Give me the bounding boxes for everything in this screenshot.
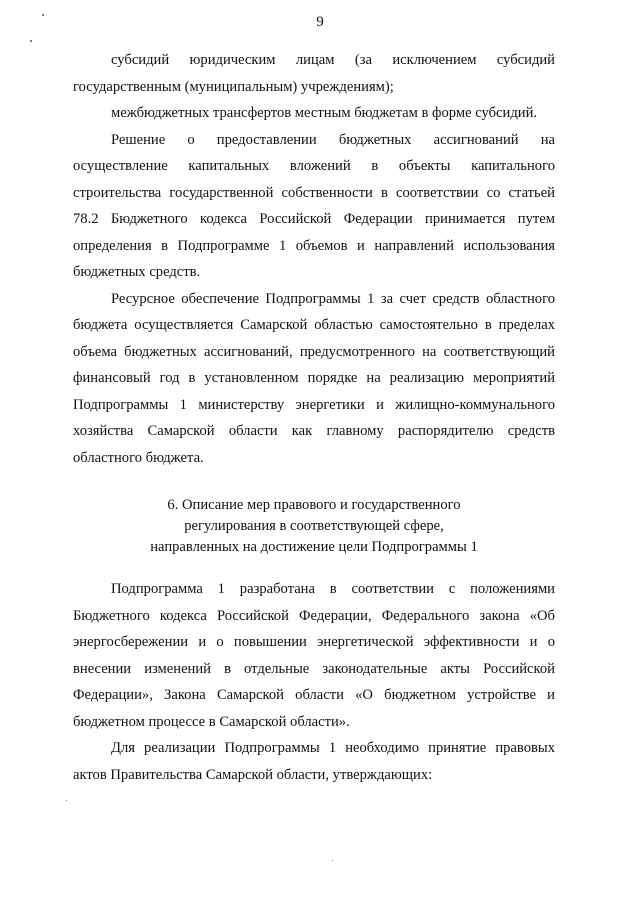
scan-speck <box>332 860 333 861</box>
scan-speck <box>30 40 32 42</box>
paragraph: Решение о предоставлении бюджетных ассигнований на осуществление капитальных вложений в объекты капитального строительства государственной собственности в соответствии со статьей 78.2 Бюджетного кодекса Российской Федерации принимается путем определения в Подпрограмме 1 объемов и направлений использования бюджетных средств. <box>73 131 555 280</box>
section-heading-line: 6. Описание мер правового и государственного <box>167 497 461 513</box>
section-heading-line: регулирования в соответствующей сфере, <box>184 518 444 534</box>
scan-speck <box>66 800 67 801</box>
section-heading-line: направленных на достижение цели Подпрограммы 1 <box>150 539 478 555</box>
document-body <box>73 47 555 788</box>
page-number: 9 <box>316 14 324 30</box>
paragraph: субсидий юридическим лицам (за исключением субсидий государственным (муниципальным) учреждениям); <box>73 52 555 95</box>
paragraph: Ресурсное обеспечение Подпрограммы 1 за счет средств областного бюджета осуществляется Самарской областью самостоятельно в пределах объема бюджетных ассигнований, предусмотренного на соответствующий финансовый год в установленном порядке на реализацию мероприятий Подпрограммы 1 министерству энергетики и жилищно-коммунального хозяйства Самарской области как главному распорядителю средств областного бюджета. <box>73 290 555 466</box>
paragraph: Для реализации Подпрограммы 1 необходимо принятие правовых актов Правительства Самарской области, утверждающих: <box>73 740 555 783</box>
paragraph: Подпрограмма 1 разработана в соответствии с положениями Бюджетного кодекса Российской Федерации, Федерального закона «Об энергосбережении и о повышении энергетической эффективности и о внесении изменений в отдельные законодательные акты Российской Федерации», Закона Самарской области «О бюджетном устройстве и бюджетном процессе в Самарской области». <box>73 581 555 730</box>
scan-speck <box>42 14 44 16</box>
section-heading <box>73 495 555 558</box>
paragraph: межбюджетных трансфертов местным бюджетам в форме субсидий. <box>111 105 538 121</box>
